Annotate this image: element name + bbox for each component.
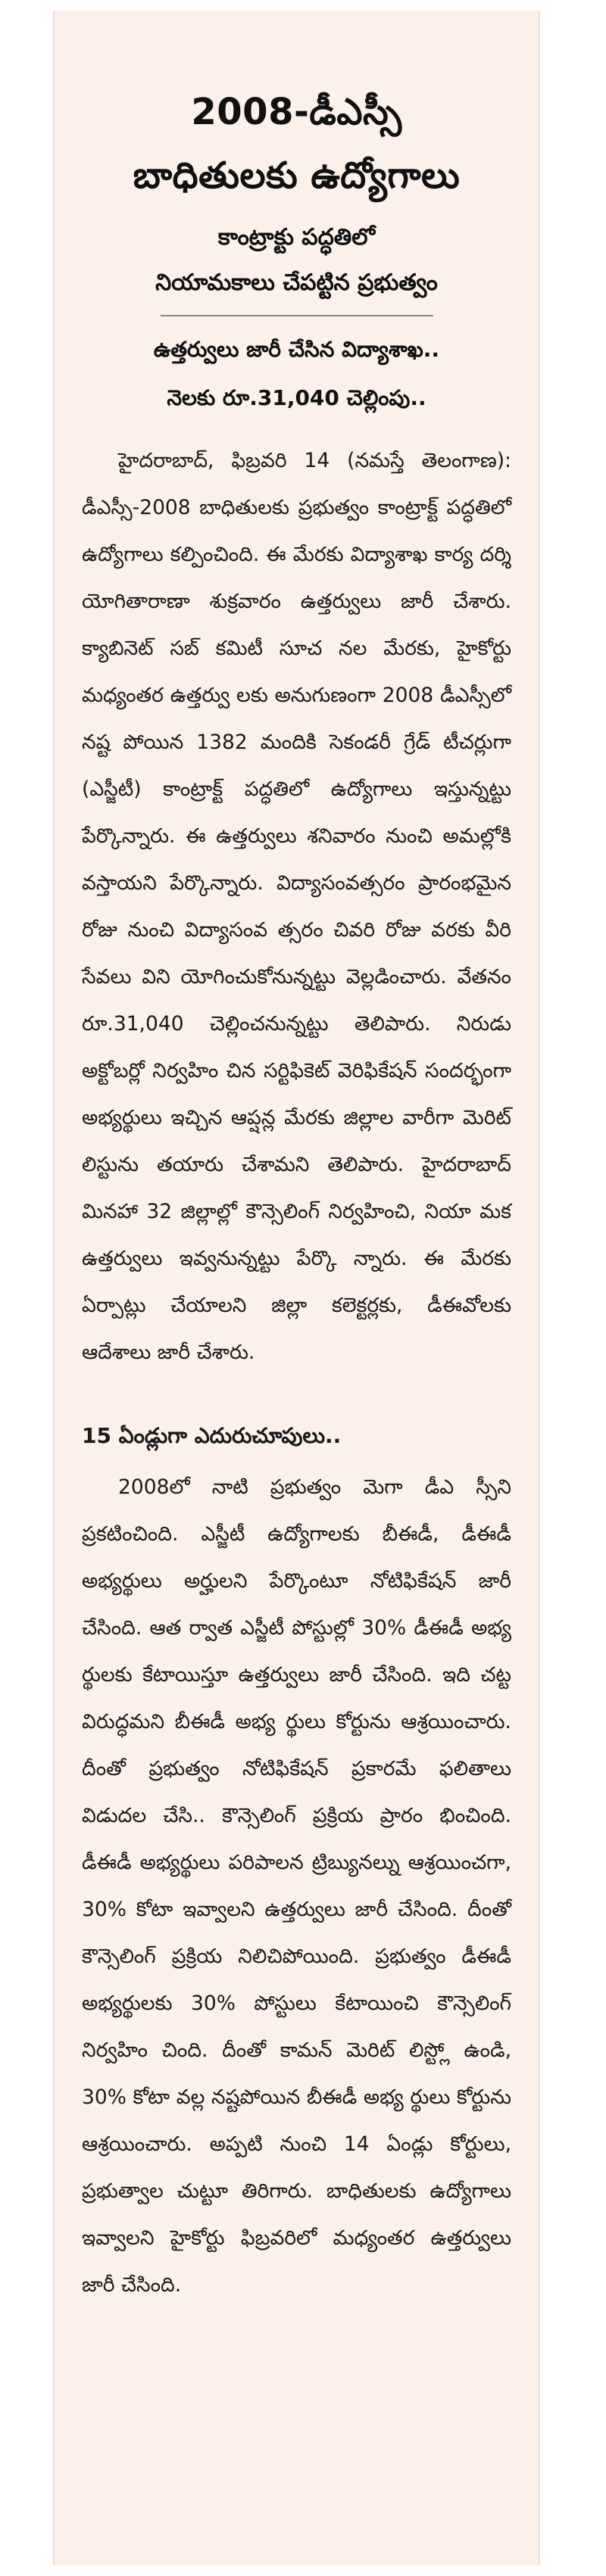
headline — [55, 11, 539, 207]
headline-line-2: బాధితులకు ఉద్యోగాలు — [133, 154, 461, 197]
subheadline-line-1: కాంట్రాక్టు పద్ధతిలో — [217, 224, 376, 251]
deck — [55, 326, 539, 422]
newspaper-clipping — [53, 11, 540, 2565]
article-paragraph-1: హైదరాబాద్, ఫిబ్రవరి 14 (నమస్తే తెలంగాణ): డీఎస్సీ-2008 బాధితులకు ప్రభుత్వం కాంట్రాక్ట్ పద్ధతిలో ఉద్యోగాలు కల్పించింది. ఈ మేరకు విద్యాశాఖ కార్య దర్శి యోగితారాణా శుక్రవారం ఉత్తర్వులు జారీ చేశారు. క్యాబినెట్ సబ్ కమిటీ సూచ నల మేరకు, హైకోర్టు మధ్యంతర ఉత్తర్వు లకు అనుగుణంగా 2008 డీఎస్సీలో నష్ట పోయిన 1382 మందికి సెకండరీ గ్రేడ్ టీచర్లుగా (ఎస్జీటీ) కాంట్రాక్ట్ పద్ధతిలో ఉద్యోగాలు ఇస్తున్నట్టు పేర్కొన్నారు. ఈ ఉత్తర్వులు శనివారం నుంచి అమల్లోకి వస్తాయని పేర్కొన్నారు. విద్యాసంవత్సరం ప్రారంభమైన రోజు నుంచి విద్యాసంవ త్సరం చివరి రోజు వరకు వీరి సేవలు విని యోగించుకోనున్నట్టు వెల్లడించారు. వేతనం రూ.31,040 చెల్లించనున్నట్టు తెలిపారు. నిరుడు అక్టోబర్లో నిర్వహిం చిన సర్టిఫికెట్ వెరిఫికేషన్ సందర్భంగా అభ్యర్థులు ఇచ్చిన ఆప్షన్ల మేరకు జిల్లాల వారీగా మెరిట్ లిస్టును తయారు చేశామని తెలిపారు. హైదరాబాద్ మినహా 32 జిల్లాల్లో కౌన్సెలింగ్ నిర్వహించి, నియా మక ఉత్తర్వులు ఇవ్వనున్నట్టు పేర్కొ న్నారు. ఈ మేరకు ఏర్పాట్లు చేయాలని జిల్లా కలెక్టర్లకు, డీఈవోలకు ఆదేశాలు జారీ చేశారు. — [82, 449, 511, 1364]
deck-line-2: నెలకు రూ.31,040 చెల్లింపు.. — [167, 385, 426, 410]
subheadline — [55, 215, 539, 306]
article-subheading: 15 ఏండ్లుగా ఎదురుచూపులు.. — [82, 1423, 342, 1448]
divider-rule — [161, 315, 433, 316]
article-body — [55, 422, 539, 2309]
deck-line-1: ఉత్తర్వులు జారీ చేసిన విద్యాశాఖ.. — [153, 337, 440, 362]
subheadline-line-2: నియామకాలు చేపట్టిన ప్రభుత్వం — [155, 269, 438, 296]
article-paragraph-2: 2008లో నాటి ప్రభుత్వం మెగా డీఎ స్సీని ప్రకటించింది. ఎస్జీటీ ఉద్యోగాలకు బీఈడీ, డీఈడీ అభ్యర్థులు అర్హులని పేర్కొంటూ నోటిఫికేషన్ జారీ చేసింది. ఆత ర్వాత ఎస్జీటీ పోస్టుల్లో 30% డీఈడీ అభ్య ర్థులకు కేటాయిస్తూ ఉత్తర్వులు జారీ చేసింది. ఇది చట్ట విరుద్ధమని బీఈడీ అభ్య ర్థులు కోర్టును ఆశ్రయించారు. దీంతో ప్రభుత్వం నోటిఫికేషన్ ప్రకారమే ఫలితాలు విడుదల చేసి.. కౌన్సెలింగ్ ప్రక్రియ ప్రారం భించింది. డీఈడీ అభ్యర్థులు పరిపాలన ట్రిబ్యునల్ను ఆశ్రయించగా, 30% కోటా ఇవ్వాలని ఉత్తర్వులు జారీ చేసింది. దీంతో కౌన్సెలింగ్ ప్రక్రియ నిలిచిపోయింది. ప్రభుత్వం డీఈడీ అభ్యర్థులకు 30% పోస్టులు కేటాయించి కౌన్సెలింగ్ నిర్వహిం చింది. దీంతో కామన్ మెరిట్ లిస్ట్లో ఉండి, 30% కోటా వల్ల నష్టపోయిన బీఈడీ అభ్య ర్థులు కోర్టును ఆశ్రయించారు. అప్పటి నుంచి 14 ఏండ్లు కోర్టులు, ప్రభుత్వాల చుట్టూ తిరిగారు. బాధితులకు ఉద్యోగాలు ఇవ్వాలని హైకోర్టు ఫిబ్రవరిలో మధ్యంతర ఉత్తర్వులు జారీ చేసింది. — [82, 1475, 511, 2297]
article-header — [55, 11, 539, 422]
headline-line-1: 2008-డీఎస్సీ — [191, 91, 402, 133]
